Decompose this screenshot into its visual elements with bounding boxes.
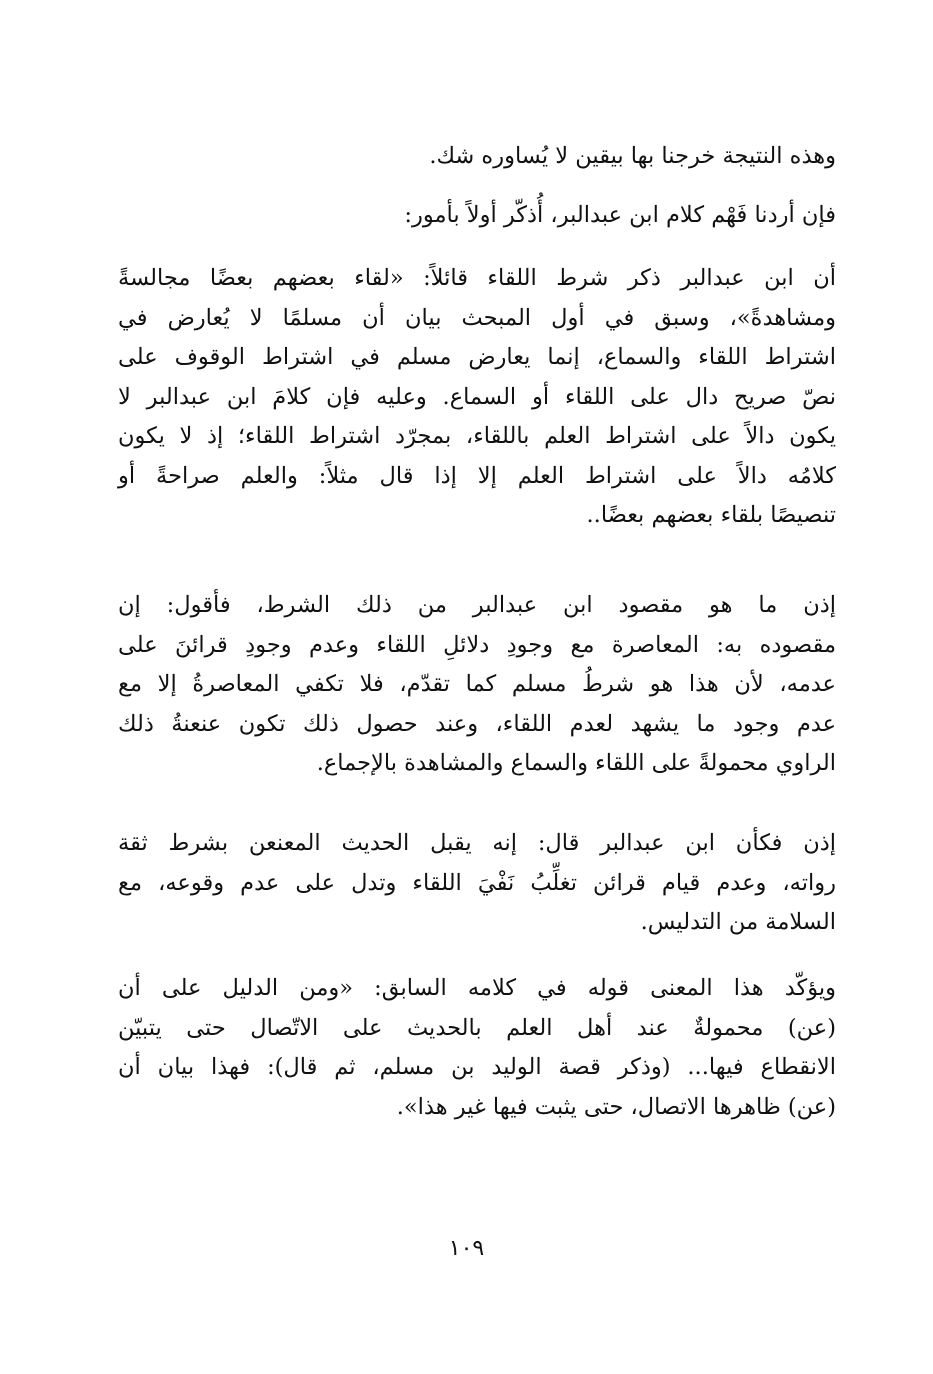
text-line: الانقطاع فيها... (وذكر قصة الوليد بن مسلم، ثم قال): فهذا بيان أن: [118, 1054, 836, 1080]
text-line: نصّ صريح دال على اللقاء أو السماع. وعليه فإن كلامَ ابن عبدالبر لا: [118, 383, 836, 410]
text-line: كلامُه دالاً على اشتراط العلم إلا إذا قال مثلاً: والعلم صراحةً أو: [118, 462, 836, 489]
text-line: يكون دالاً على اشتراط العلم باللقاء، بمجرّد اشتراط اللقاء؛ إذ لا يكون: [118, 423, 836, 449]
paragraph-summary: [118, 824, 836, 943]
text-line: عدم وجود ما يشهد لعدم اللقاء، وعند حصول ذلك تكون عنعنةُ ذلك: [118, 710, 836, 737]
text-line: إذن فكأن ابن عبدالبر قال: إنه يقبل الحديث المعنعن بشرط ثقة: [118, 830, 836, 856]
paragraph-intro-points: [118, 196, 836, 236]
text-line: عدمه، لأن هذا هو شرطُ مسلم كما تقدّم، فلا تكفي المعاصرةُ إلا مع: [118, 671, 836, 697]
paragraph-condition-of-meeting: [118, 259, 836, 536]
text-line: (عن) محمولةٌ عند أهل العلم بالحديث على الاتّصال حتى يتبيّن: [118, 1014, 836, 1041]
text-line: اشتراط اللقاء والسماع، إنما يعارض مسلم في اشتراط الوقوف على: [118, 344, 836, 370]
page-number: ١٠٩: [448, 1236, 485, 1261]
text-line: مقصوده به: المعاصرة مع وجودِ دلائلِ اللقاء وعدم وجودِ قرائنَ على: [118, 631, 836, 658]
text-line: الراوي محمولةً على اللقاء والسماع والمشاهدة بالإجماع.: [316, 750, 836, 776]
text-line: إذن ما هو مقصود ابن عبدالبر من ذلك الشرط، فأقول: إن: [118, 592, 836, 618]
text-line: ويؤكّد هذا المعنى قوله في كلامه السابق: «ومن الدليل على أن: [118, 975, 836, 1001]
text-line: ومشاهدةً»، وسبق في أول المبحث بيان أن مسلمًا لا يُعارض في: [118, 304, 836, 331]
text-line: فإن أردنا فَهْم كلام ابن عبدالبر، أُذكّر أولاً بأمور:: [404, 202, 836, 228]
text-line: أن ابن عبدالبر ذكر شرط اللقاء قائلاً: «لقاء بعضهم بعضًا مجالسةً: [118, 265, 836, 291]
text-line: (عن) ظاهرها الاتصال، حتى يثبت فيها غير هذا».: [396, 1093, 836, 1120]
paragraph-conclusion: [118, 137, 836, 177]
paragraph-confirmation-quote: [118, 969, 836, 1127]
text-line: تنصيصًا بلقاء بعضهم بعضًا..: [586, 502, 836, 528]
paragraph-intended-meaning: [118, 586, 836, 784]
text-line: السلامة من التدليس.: [640, 909, 836, 935]
text-line: رواته، وعدم قيام قرائن تغلِّبُ نَفْيَ اللقاء وتدل على عدم وقوعه، مع: [118, 869, 836, 896]
text-line: وهذه النتيجة خرجنا بها بيقين لا يُساوره شك.: [429, 143, 836, 169]
